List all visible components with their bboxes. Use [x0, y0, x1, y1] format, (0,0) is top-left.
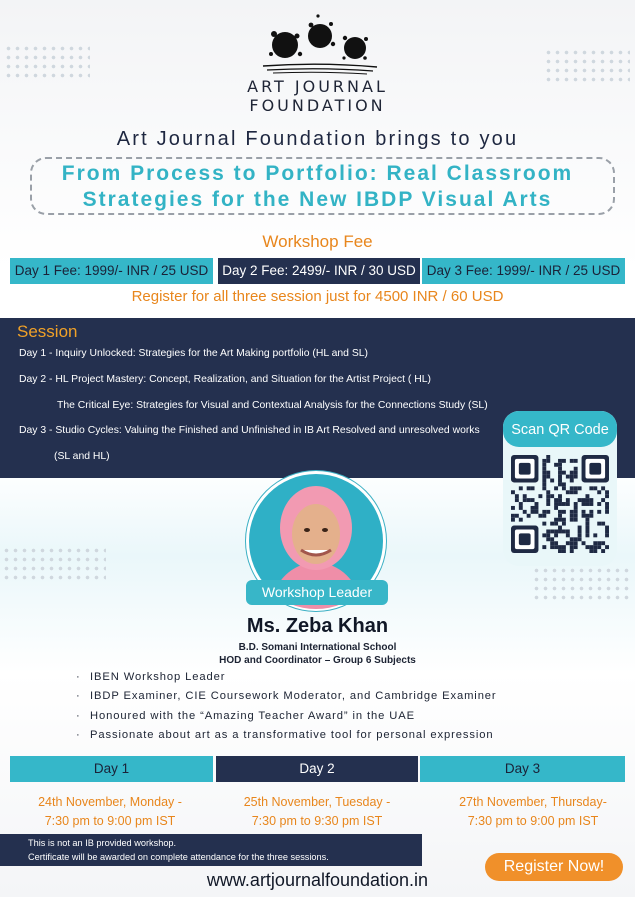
title-line-2: Strategies for the New IBDP Visual Arts [82, 188, 553, 211]
credential-item: · Honoured with the “Amazing Teacher Award” in the UAE [76, 709, 415, 722]
leader-name: Ms. Zeba Khan [246, 615, 389, 637]
workshop-fee-heading: Workshop Fee [262, 232, 373, 251]
intro-text: Art Journal Foundation brings to you [116, 128, 519, 150]
logo-line-1: ART JOURNAL [247, 77, 388, 96]
fee-day-3: Day 3 Fee: 1999/- INR / 25 USD [422, 258, 625, 284]
leader-role: HOD and Coordinator – Group 6 Subjects [219, 655, 416, 666]
schedule-date-1: 24th November, Monday - [38, 795, 182, 809]
session-line: Day 1 - Inquiry Unlocked: Strategies for the Art Making portfolio (HL and SL) [19, 348, 369, 359]
dot-pattern-mid-right [532, 566, 630, 602]
website-link[interactable]: www.artjournalfoundation.in [206, 870, 429, 890]
credential-item: · Passionate about art as a transformative tool for personal expression [76, 728, 494, 741]
leader-school: B.D. Somani International School [238, 642, 397, 653]
logo-line-2: FOUNDATION [249, 96, 386, 115]
credential-item: · IBDP Examiner, CIE Coursework Moderator, and Cambridge Examiner [76, 690, 497, 703]
schedule-day-1: Day 1 [10, 756, 213, 782]
leader-credentials [76, 671, 497, 748]
credential-item: · IBEN Workshop Leader [76, 671, 226, 683]
dot-pattern-top-left [4, 44, 90, 78]
ink-splat-logo-icon [255, 10, 385, 76]
session-line: (SL and HL) [54, 451, 110, 462]
all-sessions-offer: Register for all three session just for 4500 INR / 60 USD [131, 288, 504, 305]
session-line: Day 3 - Studio Cycles: Valuing the Finished and Unfinished in IB Art Resolved and unresolved works [19, 425, 480, 436]
footer-note-1: This is not an IB provided workshop. [28, 838, 177, 848]
schedule-date-3: 27th November, Thursday- [459, 795, 607, 809]
schedule-date-2: 25th November, Tuesday - [243, 795, 391, 809]
session-line: Day 2 - HL Project Mastery: Concept, Realization, and Situation for the Artist Project ( HL) [19, 374, 431, 385]
schedule-time-3: 7:30 pm to 9:00 pm IST [467, 814, 599, 828]
workshop-leader-tag: Workshop Leader [246, 580, 388, 605]
schedule-day-2: Day 2 [216, 756, 418, 782]
fee-day-2: Day 2 Fee: 2499/- INR / 30 USD [218, 258, 420, 284]
title-line-1: From Process to Portfolio: Real Classroom [61, 162, 574, 185]
session-heading: Session [17, 322, 78, 341]
schedule-time-1: 7:30 pm to 9:00 pm IST [44, 814, 176, 828]
schedule-time-2: 7:30 pm to 9:30 pm IST [251, 814, 383, 828]
fee-day-1: Day 1 Fee: 1999/- INR / 25 USD [10, 258, 213, 284]
scan-qr-label: Scan QR Code [503, 411, 617, 447]
footer-note-2: Certificate will be awarded on complete attendance for the three sessions. [28, 852, 329, 862]
schedule-day-3: Day 3 [420, 756, 625, 782]
qr-code-icon[interactable] [511, 455, 609, 553]
session-line: The Critical Eye: Strategies for Visual and Contextual Analysis for the Connections Study (SL) [57, 400, 488, 411]
dot-pattern-mid-left [2, 546, 106, 582]
register-now-button[interactable]: Register Now! [485, 853, 623, 881]
